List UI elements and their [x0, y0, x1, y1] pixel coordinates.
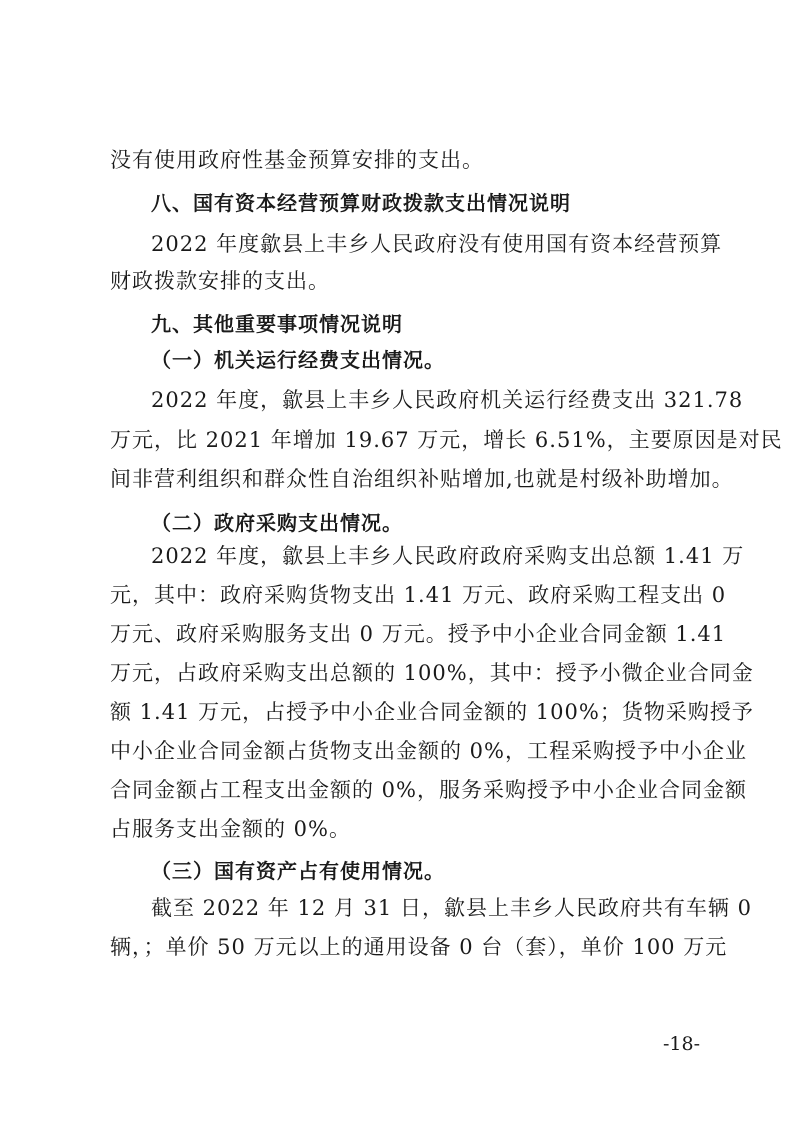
section-heading-8: 八、国有资本经营预算财政拨款支出情况说明 — [151, 191, 571, 215]
subsection-heading-1: （一）机关运行经费支出情况。 — [151, 348, 445, 372]
text-line: 中小企业合同金额占货物支出金额的 0%，工程采购授予中小企业 — [110, 739, 747, 763]
text-line: 元，其中：政府采购货物支出 1.41 万元、政府采购工程支出 0 — [110, 583, 727, 607]
subsection-heading-2: （二）政府采购支出情况。 — [151, 511, 403, 535]
text-line: 2022 年度歙县上丰乡人民政府没有使用国有资本经营预算 — [151, 232, 723, 256]
text-line: 万元、政府采购服务支出 0 万元。授予中小企业合同金额 1.41 — [110, 622, 727, 646]
text-line: 辆，；单价 50 万元以上的通用设备 0 台（套），单价 100 万元 — [110, 935, 728, 959]
text-line: 没有使用政府性基金预算安排的支出。 — [110, 148, 484, 172]
text-line: 2022 年度，歙县上丰乡人民政府机关运行经费支出 321.78 — [151, 388, 744, 412]
text-line: 截至 2022 年 12 月 31 日，歙县上丰乡人民政府共有车辆 0 — [151, 896, 752, 920]
text-line: 合同金额占工程支出金额的 0%，服务采购授予中小企业合同金额 — [110, 778, 747, 802]
subsection-heading-3: （三）国有资产占有使用情况。 — [151, 859, 445, 883]
text-line: 万元，占政府采购支出总额的 100%，其中：授予小微企业合同金 — [110, 661, 754, 685]
text-line: 额 1.41 万元，占授予中小企业合同金额的 100%；货物采购授予 — [110, 700, 754, 724]
text-line: 万元，比 2021 年增加 19.67 万元，增长 6.51%，主要原因是对民 — [110, 428, 783, 452]
text-line: 2022 年度，歙县上丰乡人民政府政府采购支出总额 1.41 万 — [151, 544, 745, 568]
text-line: 占服务支出金额的 0%。 — [110, 817, 351, 841]
page-number: -18- — [662, 1033, 700, 1055]
text-line: 财政拨款安排的支出。 — [110, 269, 330, 293]
text-line: 间非营利组织和群众性自治组织补贴增加,也就是村级补助增加。 — [110, 467, 734, 491]
section-heading-9: 九、其他重要事项情况说明 — [151, 312, 403, 336]
